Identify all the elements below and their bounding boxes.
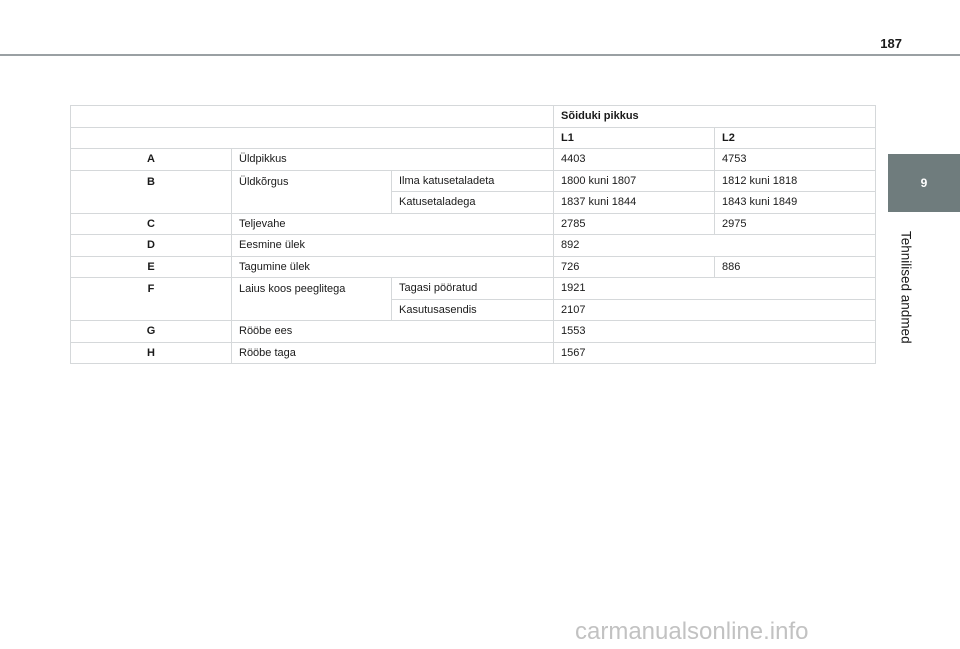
row-sublabel: Tagasi pööratud	[392, 278, 554, 300]
row-letter: H	[71, 342, 232, 364]
header-empty-cell	[71, 106, 554, 128]
column-header-l2: L2	[715, 127, 876, 149]
chapter-title	[888, 212, 924, 362]
column-header-l1: L1	[554, 127, 715, 149]
row-label: Eesmine ülek	[232, 235, 554, 257]
table-row	[71, 256, 876, 278]
row-label: Rööbe ees	[232, 321, 554, 343]
table-row	[71, 149, 876, 171]
row-value: 892	[554, 235, 876, 257]
header-divider	[0, 54, 960, 56]
header-title-cell: Sõiduki pikkus	[554, 106, 876, 128]
row-label: Üldkõrgus	[232, 170, 392, 213]
row-letter: A	[71, 149, 232, 171]
table-row	[71, 213, 876, 235]
row-letter: B	[71, 170, 232, 213]
row-value-l2: 2975	[715, 213, 876, 235]
row-value-l2: 1812 kuni 1818	[715, 170, 876, 192]
header-empty-cell	[71, 127, 554, 149]
row-label: Üldpikkus	[232, 149, 554, 171]
row-letter: G	[71, 321, 232, 343]
chapter-title-text: Tehnilised andmed	[898, 230, 914, 344]
row-value: 2107	[554, 299, 876, 321]
row-label: Tagumine ülek	[232, 256, 554, 278]
row-label: Teljevahe	[232, 213, 554, 235]
row-value-l2: 886	[715, 256, 876, 278]
table-row	[71, 278, 876, 300]
table-row	[71, 342, 876, 364]
row-sublabel: Katusetaladega	[392, 192, 554, 214]
vehicle-dimensions-table	[70, 105, 876, 364]
row-value-l1: 1800 kuni 1807	[554, 170, 715, 192]
row-letter: E	[71, 256, 232, 278]
watermark: carmanualsonline.info	[575, 618, 809, 645]
row-letter: D	[71, 235, 232, 257]
row-value: 1553	[554, 321, 876, 343]
table-row	[71, 170, 876, 192]
row-sublabel: Ilma katusetaladeta	[392, 170, 554, 192]
table-column-header-row	[71, 127, 876, 149]
row-value: 1567	[554, 342, 876, 364]
table-row	[71, 235, 876, 257]
row-value-l1: 1837 kuni 1844	[554, 192, 715, 214]
row-value-l2: 1843 kuni 1849	[715, 192, 876, 214]
row-letter: F	[71, 278, 232, 321]
table-header-row	[71, 106, 876, 128]
row-value: 1921	[554, 278, 876, 300]
chapter-tab[interactable]	[888, 154, 960, 212]
row-sublabel: Kasutusasendis	[392, 299, 554, 321]
row-label: Rööbe taga	[232, 342, 554, 364]
row-letter: C	[71, 213, 232, 235]
page-number: 187	[880, 36, 902, 51]
table-row	[71, 321, 876, 343]
row-value-l1: 726	[554, 256, 715, 278]
chapter-number: 9	[920, 176, 928, 190]
row-value-l1: 2785	[554, 213, 715, 235]
row-label: Laius koos peeglitega	[232, 278, 392, 321]
row-value-l2: 4753	[715, 149, 876, 171]
row-value-l1: 4403	[554, 149, 715, 171]
